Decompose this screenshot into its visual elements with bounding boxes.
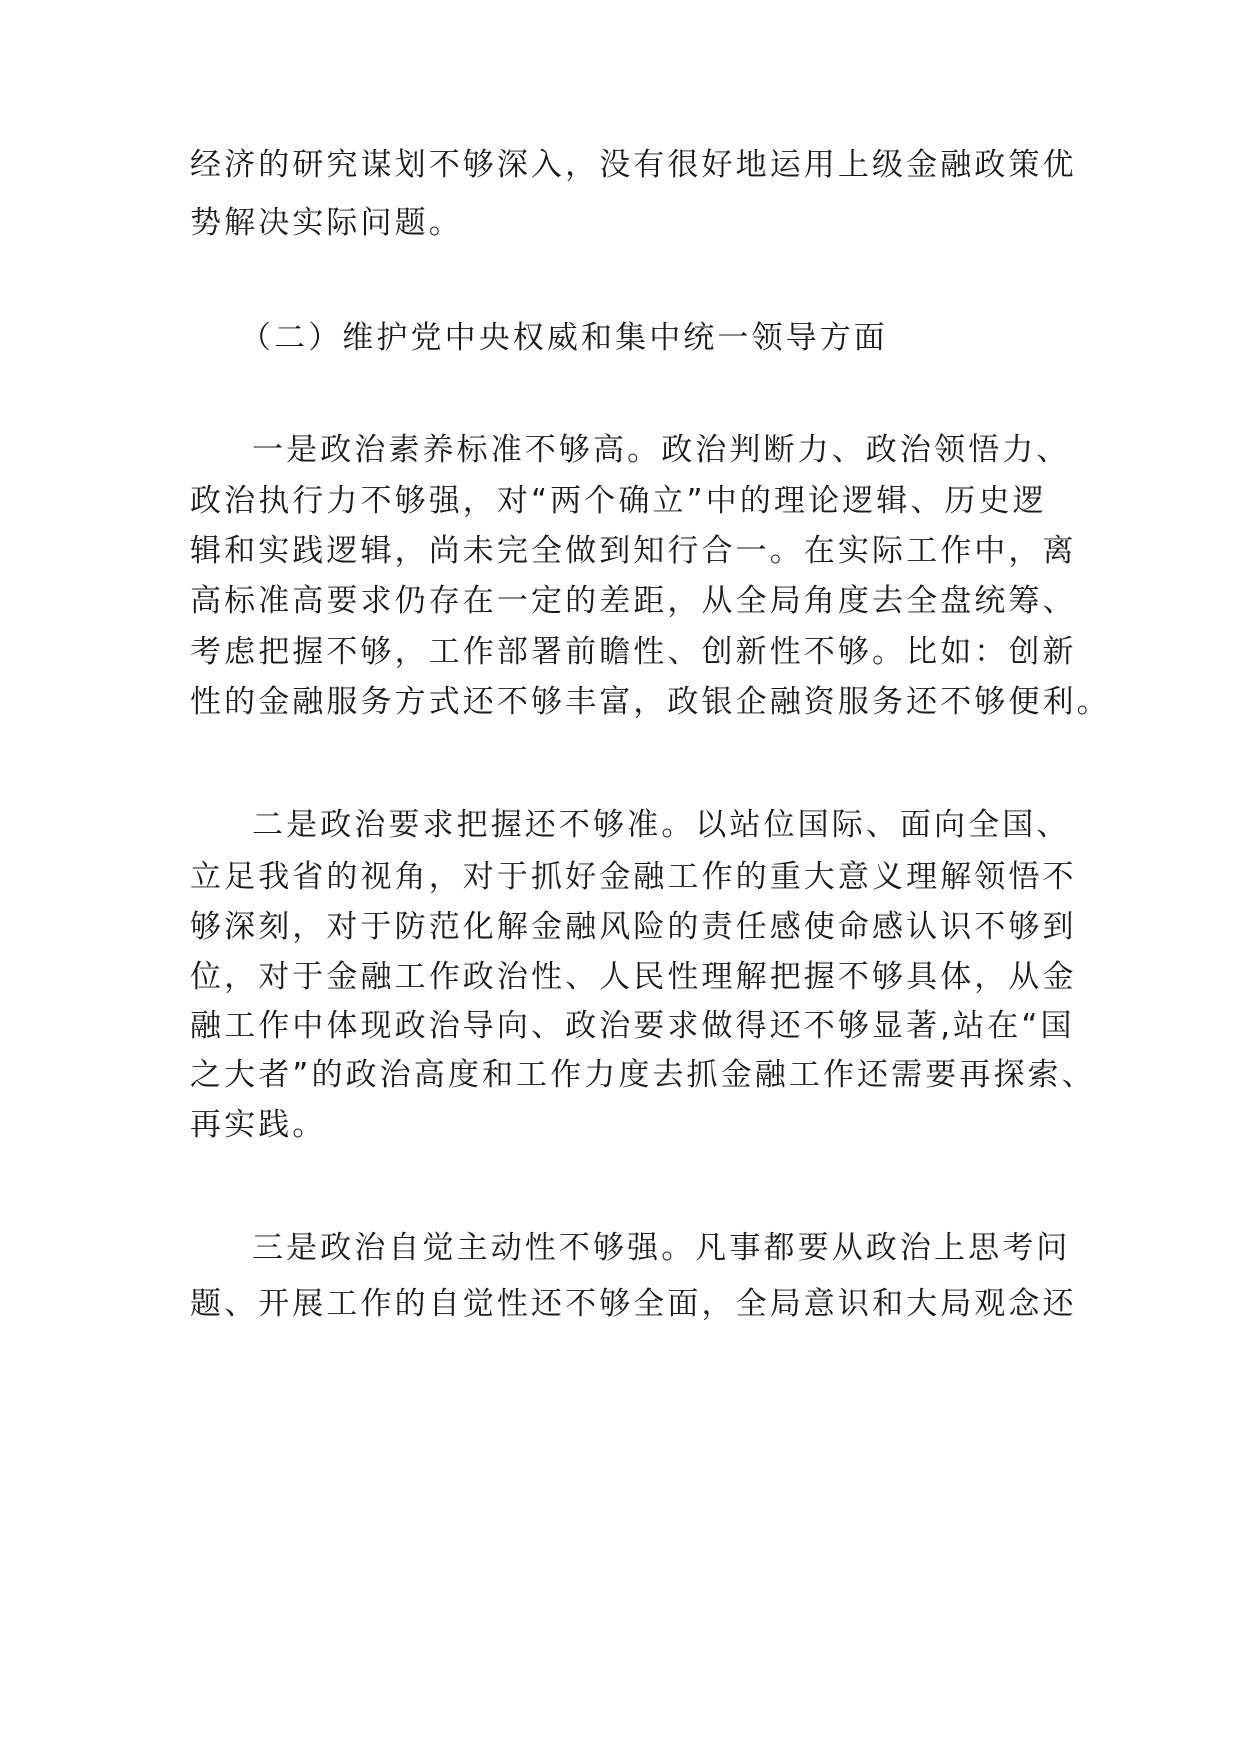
text-line: 融工作中体现政治导向、政治要求做得还不够显著,站在“国 bbox=[190, 1008, 1075, 1044]
text-line: 经济的研究谋划不够深入，没有很好地运用上级金融政策优 bbox=[190, 147, 1077, 183]
text-line: 二是政治要求把握还不够准。以站位国际、面向全国、 bbox=[252, 807, 1071, 843]
text-line: 立足我省的视角，对于抓好金融工作的重大意义理解领悟不 bbox=[190, 859, 1077, 895]
text-line: 三是政治自觉主动性不够强。凡事都要从政治上思考问 bbox=[252, 1230, 1071, 1266]
text-line: 高标准高要求仍存在一定的差距，从全局角度去全盘统筹、 bbox=[190, 583, 1077, 619]
text-line: 之大者”的政治高度和工作力度去抓金融工作还需要再探索、 bbox=[190, 1057, 1096, 1093]
text-line: 势解决实际问题。 bbox=[190, 205, 463, 241]
text-line: 一是政治素养标准不够高。政治判断力、政治领悟力、 bbox=[252, 432, 1071, 468]
text-line: 考虑把握不够，工作部署前瞻性、创新性不够。比如：创新 bbox=[190, 634, 1077, 670]
text-line: 位，对于金融工作政治性、人民性理解把握不够具体，从金 bbox=[190, 959, 1077, 995]
section-heading: （二）维护党中央权威和集中统一领导方面 bbox=[240, 320, 888, 356]
text-line: 题、开展工作的自觉性还不够全面，全局意识和大局观念还 bbox=[190, 1286, 1077, 1322]
text-line: 再实践。 bbox=[190, 1107, 327, 1143]
text-line: 够深刻，对于防范化解金融风险的责任感使命感认识不够到 bbox=[190, 909, 1077, 945]
text-line: 政治执行力不够强，对“两个确立”中的理论逻辑、历史逻 bbox=[190, 483, 1047, 519]
text-line: 性的金融服务方式还不够丰富，政银企融资服务还不够便利。 bbox=[190, 684, 1111, 720]
text-line: 辑和实践逻辑，尚未完全做到知行合一。在实际工作中，离 bbox=[190, 533, 1077, 569]
